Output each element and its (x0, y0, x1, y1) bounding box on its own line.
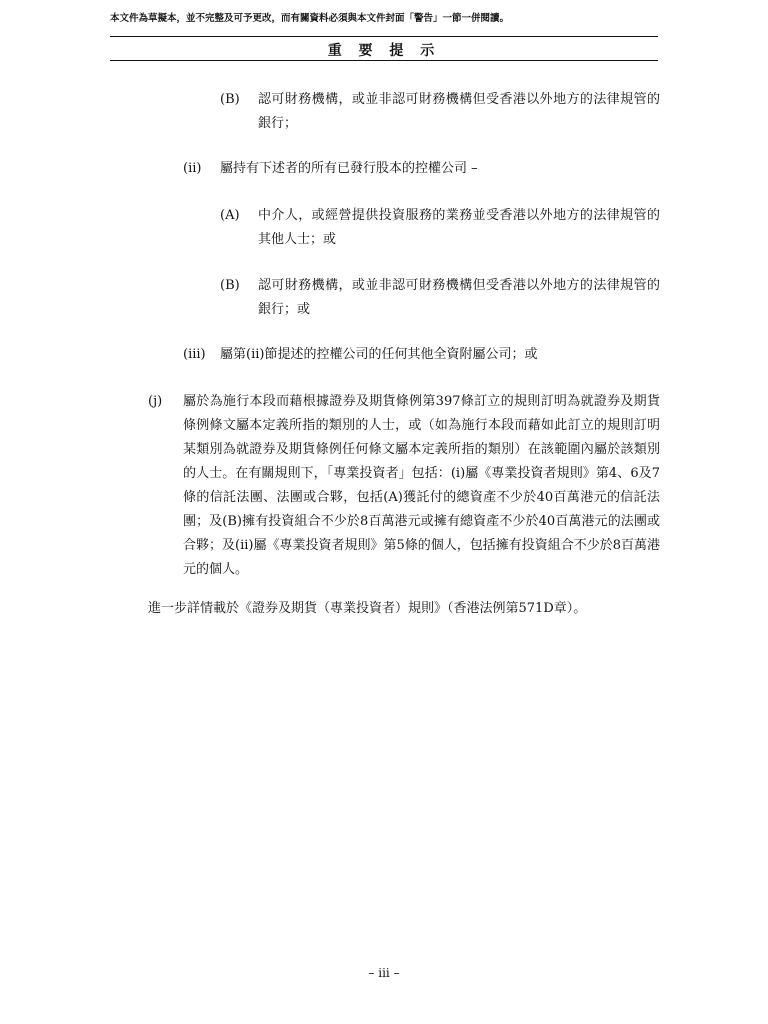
item-label: (j) (148, 394, 163, 409)
list-item (220, 274, 660, 324)
item-label: (iii) (183, 347, 206, 362)
item-text: 屬持有下述者的所有已發行股本的控權公司 – (220, 161, 478, 176)
page-number: – iii – (368, 966, 400, 980)
header-top-rule (110, 36, 658, 37)
footnote: 進一步詳情載於《證券及期貨（專業投資者）規則》（香港法例第571D章）。 (148, 601, 587, 616)
item-text: 中介人，或經營提供投資服務的業務並受香港以外地方的法律規管的其他人士；或 (258, 208, 660, 247)
list-item (220, 88, 660, 138)
header-bottom-rule (110, 60, 658, 61)
item-text: 屬第(ii)節提述的控權公司的任何其他全資附屬公司；或 (220, 347, 538, 362)
draft-notice: 本文件為草擬本，並不完整及可予更改，而有關資料必須與本文件封面「警告」一節一併閱讀。 (110, 13, 510, 24)
item-text: 屬於為施行本段而藉根據證券及期貨條例第397條訂立的規則訂明為就證券及期貨條例條文屬本定義所指的類別的人士，或（如為施行本段而藉如此訂立的規則訂明某類別為就證券及期貨條例任何條文屬本定義所指的類別）在該範圍內屬於該類別的人士。在有關規則下，「專業投資者」包括：(i)屬《專業投資者規則》第4、6及7條的信託法團、法團或合夥，包括(A)獲託付的總資產不少於40百萬港元的信託法團；及(B)擁有投資組合不少於8百萬港元或擁有總資產不少於40百萬港元的法團或合夥；及(ii)屬《專業投資者規則》第5條的個人，包括擁有投資組合不少於8百萬港元的個人。 (183, 394, 661, 577)
list-item (220, 204, 660, 254)
item-text: 認可財務機構，或並非認可財務機構但受香港以外地方的法律規管的銀行； (258, 92, 660, 131)
item-label: (B) (220, 278, 240, 293)
list-item (148, 390, 660, 580)
item-label: (A) (220, 208, 240, 223)
item-label: (B) (220, 92, 240, 107)
item-text: 認可財務機構，或並非認可財務機構但受香港以外地方的法律規管的銀行；或 (258, 278, 660, 317)
item-label: (ii) (183, 161, 202, 176)
list-item (183, 343, 660, 369)
page-title: 重 要 提 示 (327, 43, 441, 59)
list-item (183, 157, 660, 183)
